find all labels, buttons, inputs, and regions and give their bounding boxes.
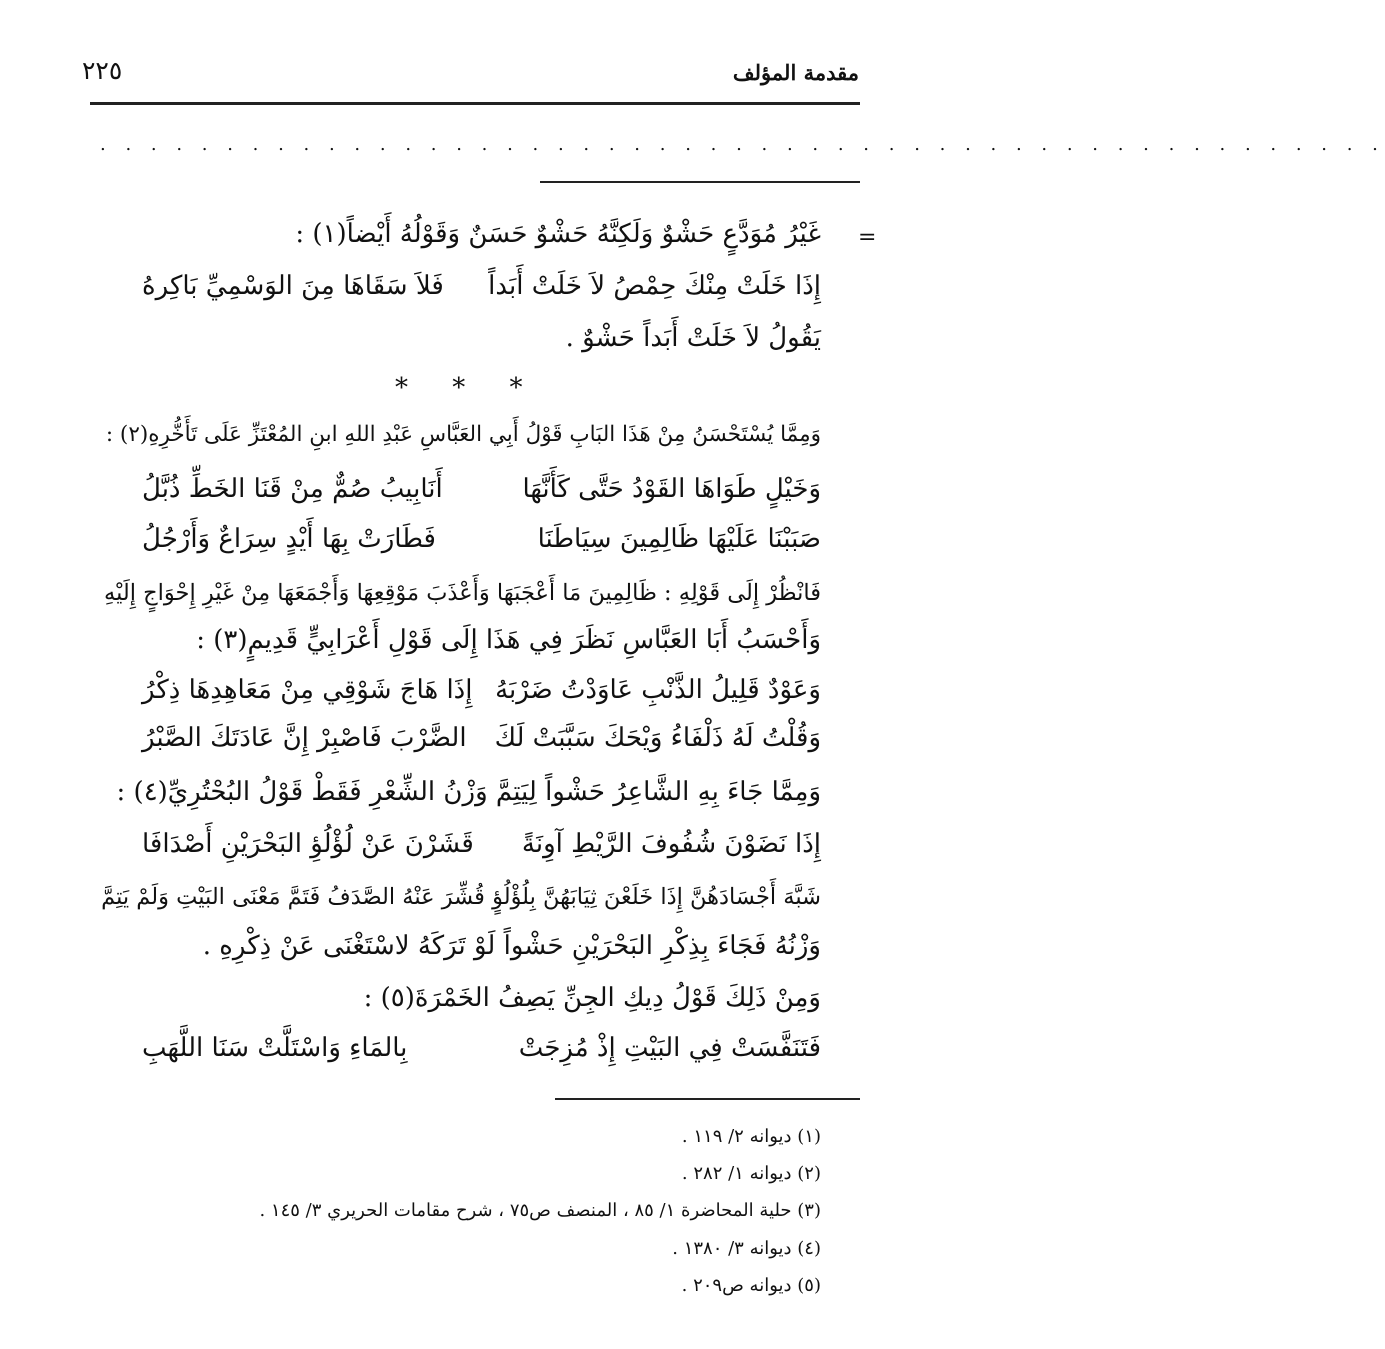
text-line: يَقُولُ لاَ خَلَتْ أَبَداً حَشْوٌ .: [565, 323, 821, 353]
text-line: وَزْنُهُ فَجَاءَ بِذِكْرِ البَحْرَيْنِ حَشْواً لَوْ تَرَكَهُ لاسْتَغْنَى عَنْ ذِكْرِهِ .: [202, 931, 821, 961]
verse-hemistich-right: وَعَوْدٌ قَلِيلُ الذَّنْبِ عَاوَدْتُ ضَرْبَهُ: [495, 675, 821, 705]
text-line: فَانْظُرْ إِلَى قَوْلِهِ : ظَالِمِينَ مَا أَعْجَبَهَا وَأَعْذَبَ مَوْقِعِهَا وَأَجْمَعَهَا مِنْ غَيْرِ إِحْوَاجٍ إِلَيْهِ: [104, 580, 821, 606]
header-rule: [90, 102, 860, 105]
verse-hemistich-left: قَشَرْنَ عَنْ لُؤْلُؤِ البَحْرَيْنِ أَصْدَافَا: [142, 829, 474, 859]
footnote: (٥) ديوانه ص٢٠٩ .: [681, 1275, 821, 1296]
continuation-mark: =: [858, 225, 877, 250]
footnote: (٢) ديوانه ١/ ٢٨٢ .: [681, 1163, 821, 1184]
dotted-separator: . . . . . . . . . . . . . . . . . . . . . . . . . . . . . . . . . . . . . . . . . . . . . . . . . . .: [100, 134, 1385, 155]
text-line: وَأَحْسَبُ أَبَا العَبَّاسِ نَظَرَ فِي هَذَا إِلَى قَوْلِ أَعْرَابِيٍّ قَدِيمٍ(٣) :: [196, 625, 821, 655]
footnote: (٤) ديوانه ٣/ ١٣٨٠ .: [672, 1238, 821, 1259]
footnote: (١) ديوانه ٢/ ١١٩ .: [681, 1126, 821, 1147]
text-line: وَمِمَّا جَاءَ بِهِ الشَّاعِرُ حَشْواً لِيَتِمَّ وَزْنُ الشِّعْرِ فَقَطْ قَوْلُ البُحْتُرِيِّ(٤) :: [116, 777, 821, 807]
verse-hemistich-right: وَقُلْتُ لَهُ ذَلْفَاءُ وَيْحَكَ سَبَّبَتْ لَكَ: [494, 723, 821, 753]
section-stars: * * *: [395, 373, 541, 403]
page-number: ٢٢٥: [82, 56, 123, 85]
running-header-title: مقدمة المؤلف: [732, 60, 859, 85]
footnote-rule: [555, 1098, 860, 1100]
text-line: وَمِمَّا يُسْتَحْسَنُ مِنْ هَذَا البَابِ قَوْلُ أَبِي العَبَّاسِ عَبْدِ اللهِ ابنِ المُعْتَزِّ عَلَى تَأَخُّرِهِ(٢) :: [105, 422, 821, 447]
text-line: غَيْرُ مُوَدَّعٍ حَشْوٌ وَلَكِنَّهُ حَشْوٌ حَسَنٌ وَقَوْلُهُ أَيْضاً(١) :: [295, 219, 821, 249]
verse-hemistich-left: فَلاَ سَقَاهَا مِنَ الوَسْمِيِّ بَاكِرهُ: [142, 271, 444, 301]
verse-hemistich-right: إِذَا نَضَوْنَ شُفُوفَ الرَّيْطِ آوِنَةً: [521, 829, 821, 859]
verse-hemistich-left: الضَّرْبَ فَاصْبِرْ إِنَّ عَادَتَكَ الصَّبْرُ: [142, 723, 467, 753]
verse-hemistich-right: وَخَيْلٍ طَوَاهَا القَوْدُ حَتَّى كَأَنَّهَا: [522, 474, 821, 504]
continuation-rule: [540, 181, 860, 183]
verse-hemistich-left: إِذَا هَاجَ شَوْقِي مِنْ مَعَاهِدِهَا ذِكْرُ: [142, 675, 473, 705]
verse-hemistich-left: بِالمَاءِ وَاسْتَلَّتْ سَنَا اللَّهَبِ: [142, 1033, 408, 1063]
verse-hemistich-left: أَنَابِيبُ صُمٌّ مِنْ قَنَا الخَطِّ ذُبَّلُ: [142, 474, 443, 504]
text-line: وَمِنْ ذَلِكَ قَوْلُ دِيكِ الجِنِّ يَصِفُ الخَمْرَةَ(٥) :: [363, 983, 821, 1013]
verse-hemistich-right: فَتَنَفَّسَتْ فِي البَيْتِ إِذْ مُزِجَتْ: [518, 1033, 821, 1063]
verse-hemistich-right: صَبَبْنَا عَلَيْهَا ظَالِمِينَ سِيَاطَنَا: [537, 524, 821, 554]
verse-hemistich-right: إِذَا خَلَتْ مِنْكَ حِمْصُ لاَ خَلَتْ أَبَداً: [488, 271, 821, 301]
verse-hemistich-left: فَطَارَتْ بِهَا أَيْدٍ سِرَاعٌ وَأَرْجُلُ: [142, 524, 436, 554]
footnote: (٣) حلية المحاضرة ١/ ٨٥ ، المنصف ص٧٥ ، شرح مقامات الحريري ٣/ ١٤٥ .: [259, 1200, 821, 1221]
text-line: شَبَّهَ أَجْسَادَهُنَّ إِذَا خَلَعْنَ ثِيَابَهُنَّ بِلُؤْلُؤٍ قُشِّرَ عَنْهُ الصَّدَفُ فَتَمَّ مَعْنَى البَيْتِ وَلَمْ يَتِمَّ: [101, 884, 821, 910]
